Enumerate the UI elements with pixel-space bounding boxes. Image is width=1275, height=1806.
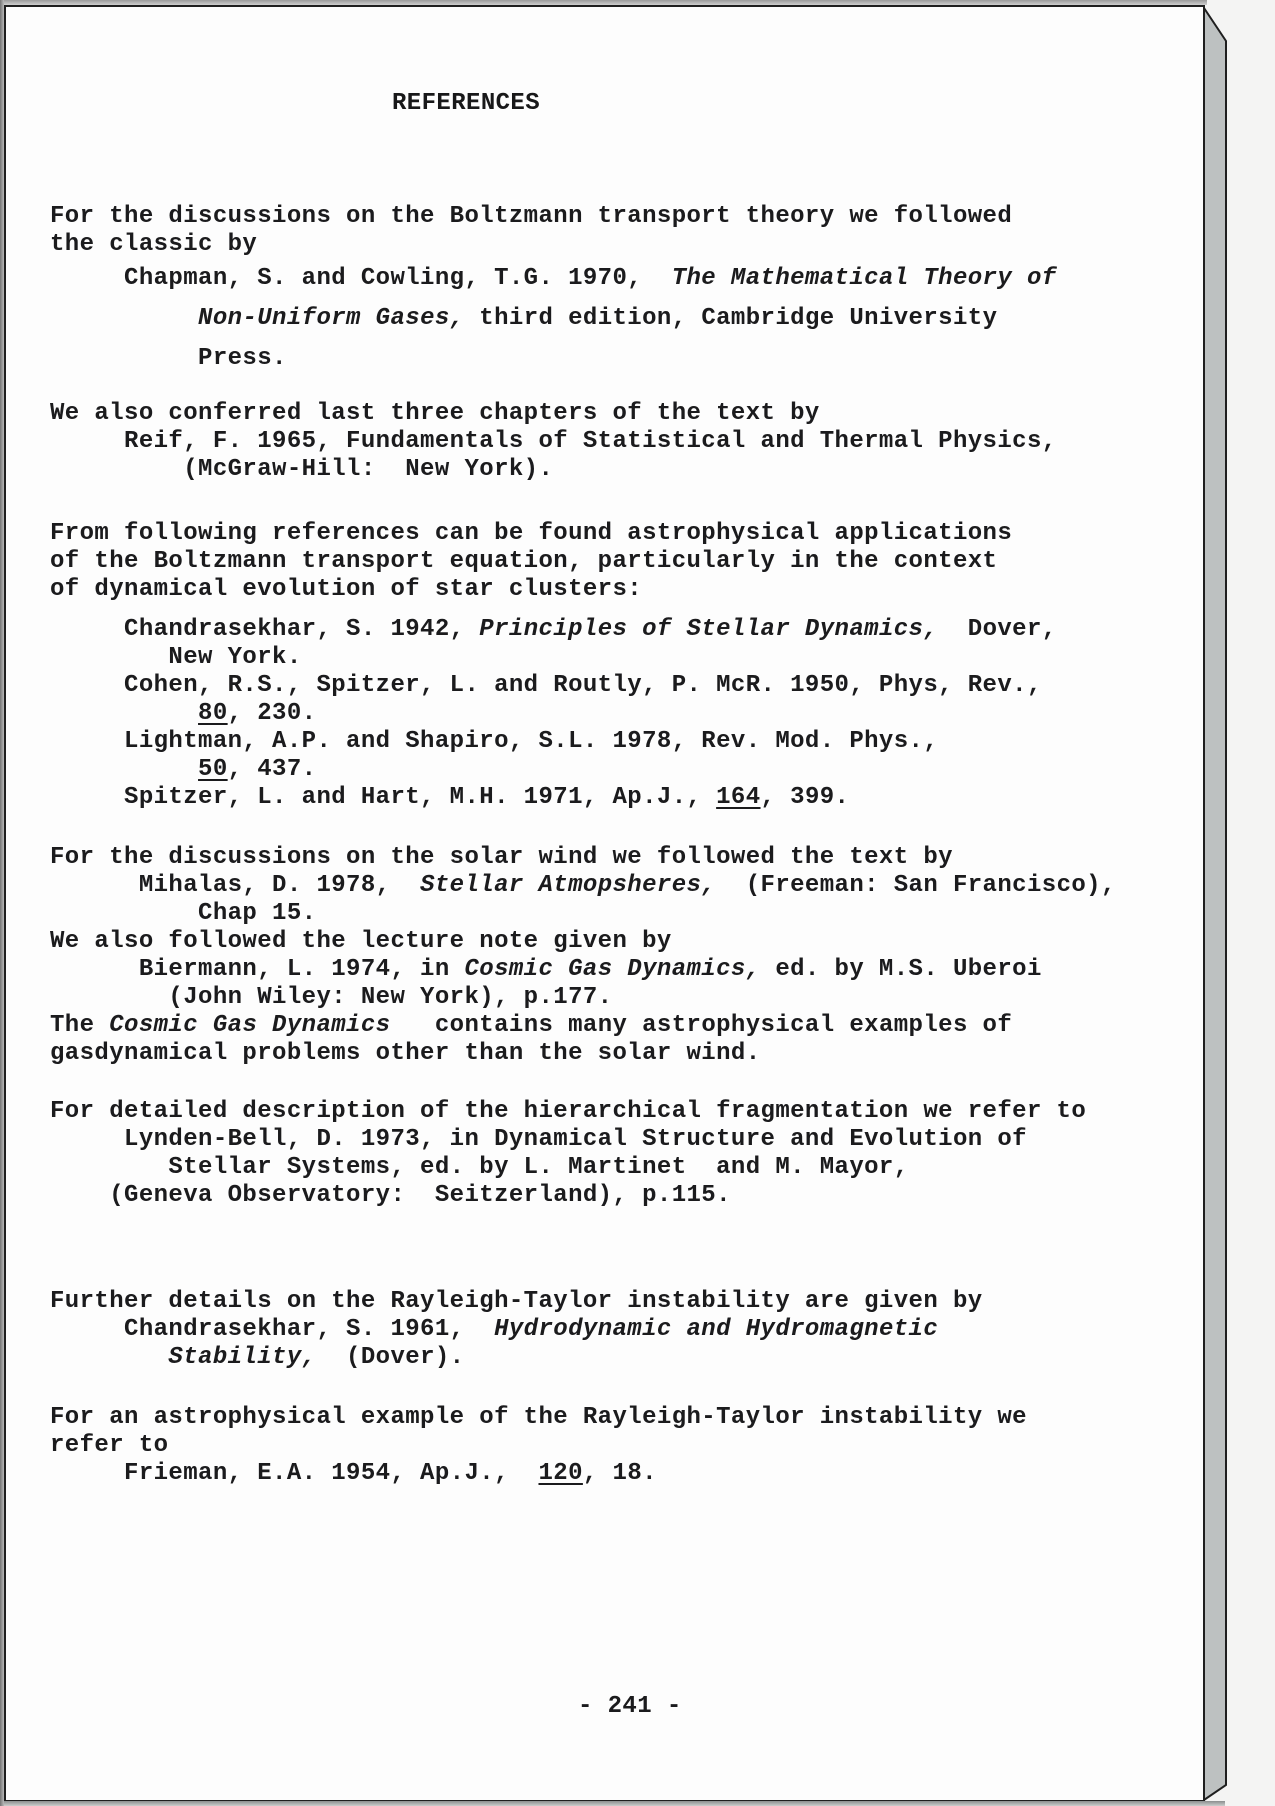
text-line: Reif, F. 1965, Fundamentals of Statistical and Thermal Physics,: [50, 428, 1057, 455]
text-line: Further details on the Rayleigh-Taylor instability are given by: [50, 1288, 983, 1315]
text-line: (Geneva Observatory: Seitzerland), p.115.: [50, 1182, 731, 1209]
text-line: Non-Uniform Gases, third edition, Cambridge University: [198, 305, 998, 332]
text-line: Press.: [50, 345, 287, 372]
text-line: From following references can be found astrophysical applications: [50, 520, 1013, 547]
section-star-clusters-references: [50, 616, 1057, 812]
section-frieman: [50, 1404, 1027, 1488]
text-line: Spitzer, L. and Hart, M.H. 1971, Ap.J., 164, 399.: [50, 784, 850, 811]
text-line: For detailed description of the hierarchical fragmentation we refer to: [50, 1098, 1087, 1125]
section-boltzmann-transport: [50, 203, 1057, 379]
section-reif: [50, 400, 1057, 484]
text-line: Stability, (Dover).: [168, 1344, 465, 1371]
page-title: REFERENCES: [392, 90, 541, 117]
section-hierarchical-fragmentation: [50, 1098, 1086, 1210]
text-line: Chapman, S. and Cowling, T.G. 1970, The Mathematical Theory of: [50, 265, 1057, 292]
text-line: For the discussions on the Boltzmann transport theory we followed: [50, 203, 1013, 230]
section-star-clusters-intro: [50, 520, 1012, 604]
text-line: Stellar Systems, ed. by L. Martinet and M. Mayor,: [50, 1154, 909, 1181]
text-line: 50, 437.: [198, 756, 317, 783]
text-line: Frieman, E.A. 1954, Ap.J., 120, 18.: [50, 1460, 657, 1487]
section-rayleigh-taylor: [50, 1288, 983, 1372]
text-line: of the Boltzmann transport equation, particularly in the context: [50, 548, 998, 575]
text-line: New York.: [50, 644, 302, 671]
page-number: - 241 -: [578, 1693, 682, 1720]
text-line: The Cosmic Gas Dynamics contains many astrophysical examples of: [50, 1012, 1013, 1039]
section-solar-wind: [50, 844, 1116, 1068]
text-line: (McGraw-Hill: New York).: [50, 456, 554, 483]
text-line: Chap 15.: [50, 900, 317, 927]
text-line: Lynden-Bell, D. 1973, in Dynamical Structure and Evolution of: [50, 1126, 1027, 1153]
text-line: 80, 230.: [198, 700, 317, 727]
text-line: Chandrasekhar, S. 1942, Principles of Stellar Dynamics, Dover,: [50, 616, 1057, 643]
text-line: refer to: [50, 1432, 169, 1459]
text-line: For the discussions on the solar wind we followed the text by: [50, 844, 953, 871]
text-line: (John Wiley: New York), p.177.: [50, 984, 613, 1011]
text-line: of dynamical evolution of star clusters:: [50, 576, 643, 603]
text-line: the classic by: [50, 231, 258, 258]
text-line: Mihalas, D. 1978, Stellar Atmopsheres, (Freeman: San Francisco),: [50, 872, 1116, 899]
text-line: We also followed the lecture note given by: [50, 928, 672, 955]
text-line: Biermann, L. 1974, in Cosmic Gas Dynamics, ed. by M.S. Uberoi: [50, 956, 1042, 983]
text-line: Cohen, R.S., Spitzer, L. and Routly, P. McR. 1950, Phys, Rev.,: [50, 672, 1042, 699]
text-line: Chandrasekhar, S. 1961, Hydrodynamic and Hydromagnetic: [50, 1316, 939, 1343]
text-line: Lightman, A.P. and Shapiro, S.L. 1978, Rev. Mod. Phys.,: [50, 728, 939, 755]
text-line: For an astrophysical example of the Rayleigh-Taylor instability we: [50, 1404, 1027, 1431]
text-line: We also conferred last three chapters of the text by: [50, 400, 820, 427]
text-line: gasdynamical problems other than the solar wind.: [50, 1040, 761, 1067]
